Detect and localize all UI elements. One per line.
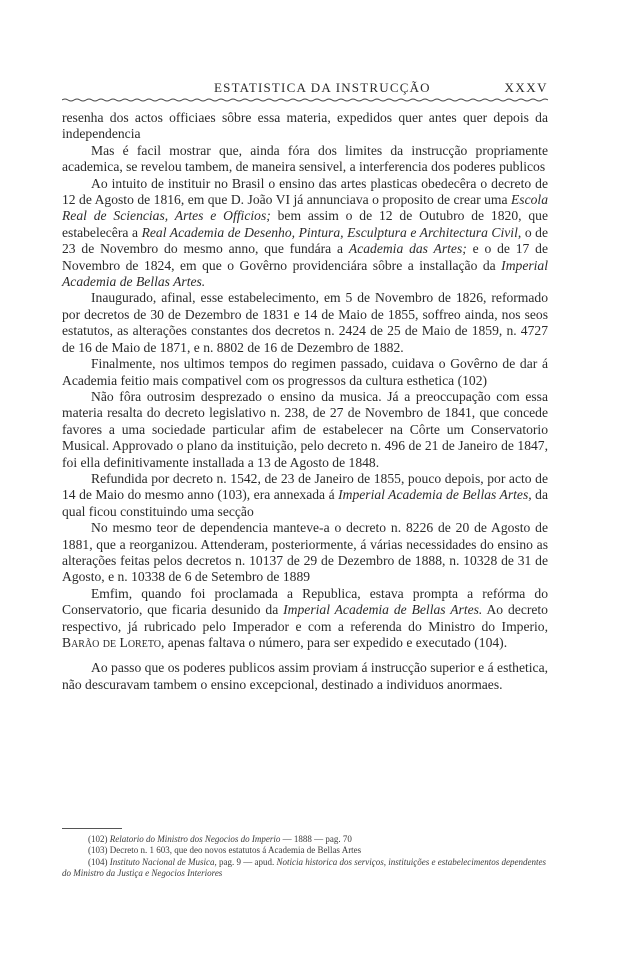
paragraph-music: Não fôra outrosim desprezado o ensino da musica. Já a preoccupação com essa materia resalta do decreto legislativo n. 238, de 27 de Novembro de 1841, que concede favores a uma sociedade particular afim de estabelecer na Côrte um Conservatorio Musical. Approvado o plano da instituição, pelo decreto n. 496 de 21 de Janeiro de 1847, foi ella definitivamente installada a 13 de Agosto de 1848. [62,388,548,470]
paragraph-refundida [62,471,548,520]
text-span: Ao intuito de instituir no Brasil o ensino das artes plasticas obedecêra o decreto de 12 de Agosto de 1816, em que D. João VI já annunciava o proposito de crear uma [62,175,548,208]
paragraph-continuation: resenha dos actos officiaes sôbre essa materia, expedidos quer antes quer depois da independencia [62,110,548,142]
footnote-text: pag. 9 — apud. [216,856,277,867]
person-name: Barão de Loreto [62,635,161,650]
paragraph-interference: Mas é facil mostrar que, ainda fóra dos limites da instrucção propriamente academica, se revelou tambem, de maneira sensivel, a interferencia dos poderes publicos [62,142,548,175]
footnote-number: (104) [88,856,108,867]
paragraph-final-times: Finalmente, nos ultimos tempos do regimen passado, cuidava o Govêrno de dar á Academia feitio mais compativel com os progressos da cultura esthetica (102) [62,356,548,388]
institution-name: Escola Real de Sciencias, Artes e Officios; [62,192,548,224]
institution-name: Real Academia de Desenho, Pintura, Esculptura e Architectura Civil [141,224,518,240]
institution-name: Imperial Academia de Bellas Artes. [62,257,548,290]
running-header [62,80,548,100]
header-wavy-rule [62,98,548,102]
paragraph-inauguration: Inaugurado, afinal, esse estabelecimento, em 5 de Novembro de 1826, reformado por decretos de 30 de Dezembro de 1831 e 14 de Maio de 1855, soffreo ainda, nos seos estatutos, as alterações constantes dos decretos n. 2424 de 25 de Maio de 1859, n. 4727 de 16 de Maio de 1871, e n. 8802 de 16 de Dezembro de 1882. [62,290,548,355]
header-title: ESTATISTICA DA INSTRUCÇÃO [214,80,431,95]
footnote-102 [62,834,548,845]
footnote-text: Decreto n. 1 603, que deo novos estatutos á Academia de Bellas Artes [107,845,362,856]
text-span: bem assim o de 12 de Outubro de 1820, que estabelecêra a [62,208,548,240]
paragraph-republic [62,586,548,652]
footnote-text: — 1888 — pag. 70 [280,834,352,844]
footnote-source: Relatorio do Ministro dos Negocios do Imperio [109,834,281,844]
text-span: , o de 23 de Novembro do mesmo anno, que fundára a [62,224,548,257]
paragraph-plastic-arts [62,176,548,291]
text-span: Ao decreto respectivo, já rubricado pelo Imperador e com a referenda do Ministro do Imperio, [62,602,548,634]
footnotes [62,834,548,880]
text-span: e o de 17 de Novembro de 1824, em que o Govêrno providenciára sôbre a installação da [62,241,548,273]
footnote-number: (103) [88,845,108,856]
footnote-source: Noticia historica dos serviços, instituições e estabelecimentos dependentes do Ministro da Justiça e Negocios Interiores [62,856,546,879]
institution-name: Imperial Academia de Bellas Artes. [283,602,483,618]
institution-name: Academia das Artes; [348,241,467,257]
footnote-104 [62,857,548,880]
text-span: Refundida por decreto n. 1542, de 23 de Janeiro de 1855, pouco depois, por acto de 14 de Maio do mesmo anno (103), era annexada á [62,470,548,503]
footnote-103 [62,845,548,856]
footnote-source: Instituto Nacional de Musica, [109,856,217,867]
paragraph-dependency: No mesmo teor de dependencia manteve-a o decreto n. 8226 de 20 de Agosto de 1881, que a reorganizou. Attenderam, posteriormente, á várias necessidades do ensino as alterações feitas pelos decretos n. 10137 de 29 de Dezembro de 1888, n. 10328 de 31 de Agosto, e n. 10338 de 6 de Setembro de 1889 [62,520,548,585]
footnote-separator [62,828,122,829]
page-number: XXXV [504,80,548,95]
institution-name: Imperial Academia de Bellas Artes, [338,487,532,503]
text-span: da qual ficou constituindo uma secção [62,487,548,519]
body-text [62,110,548,693]
footnote-number: (102) [88,834,108,844]
text-span: Emfim, quando foi proclamada a Republica, estava prompta a refórma do Conservatorio, que ficaria desunido da [62,585,548,618]
text-span: , apenas faltava o número, para ser expedido e executado (104). [160,635,508,650]
paragraph-exceptional-teaching: Ao passo que os poderes publicos assim proviam á instrucção superior e á esthetica, não descuravam tambem o ensino excepcional, destinado a individuos anormaes. [62,660,548,692]
